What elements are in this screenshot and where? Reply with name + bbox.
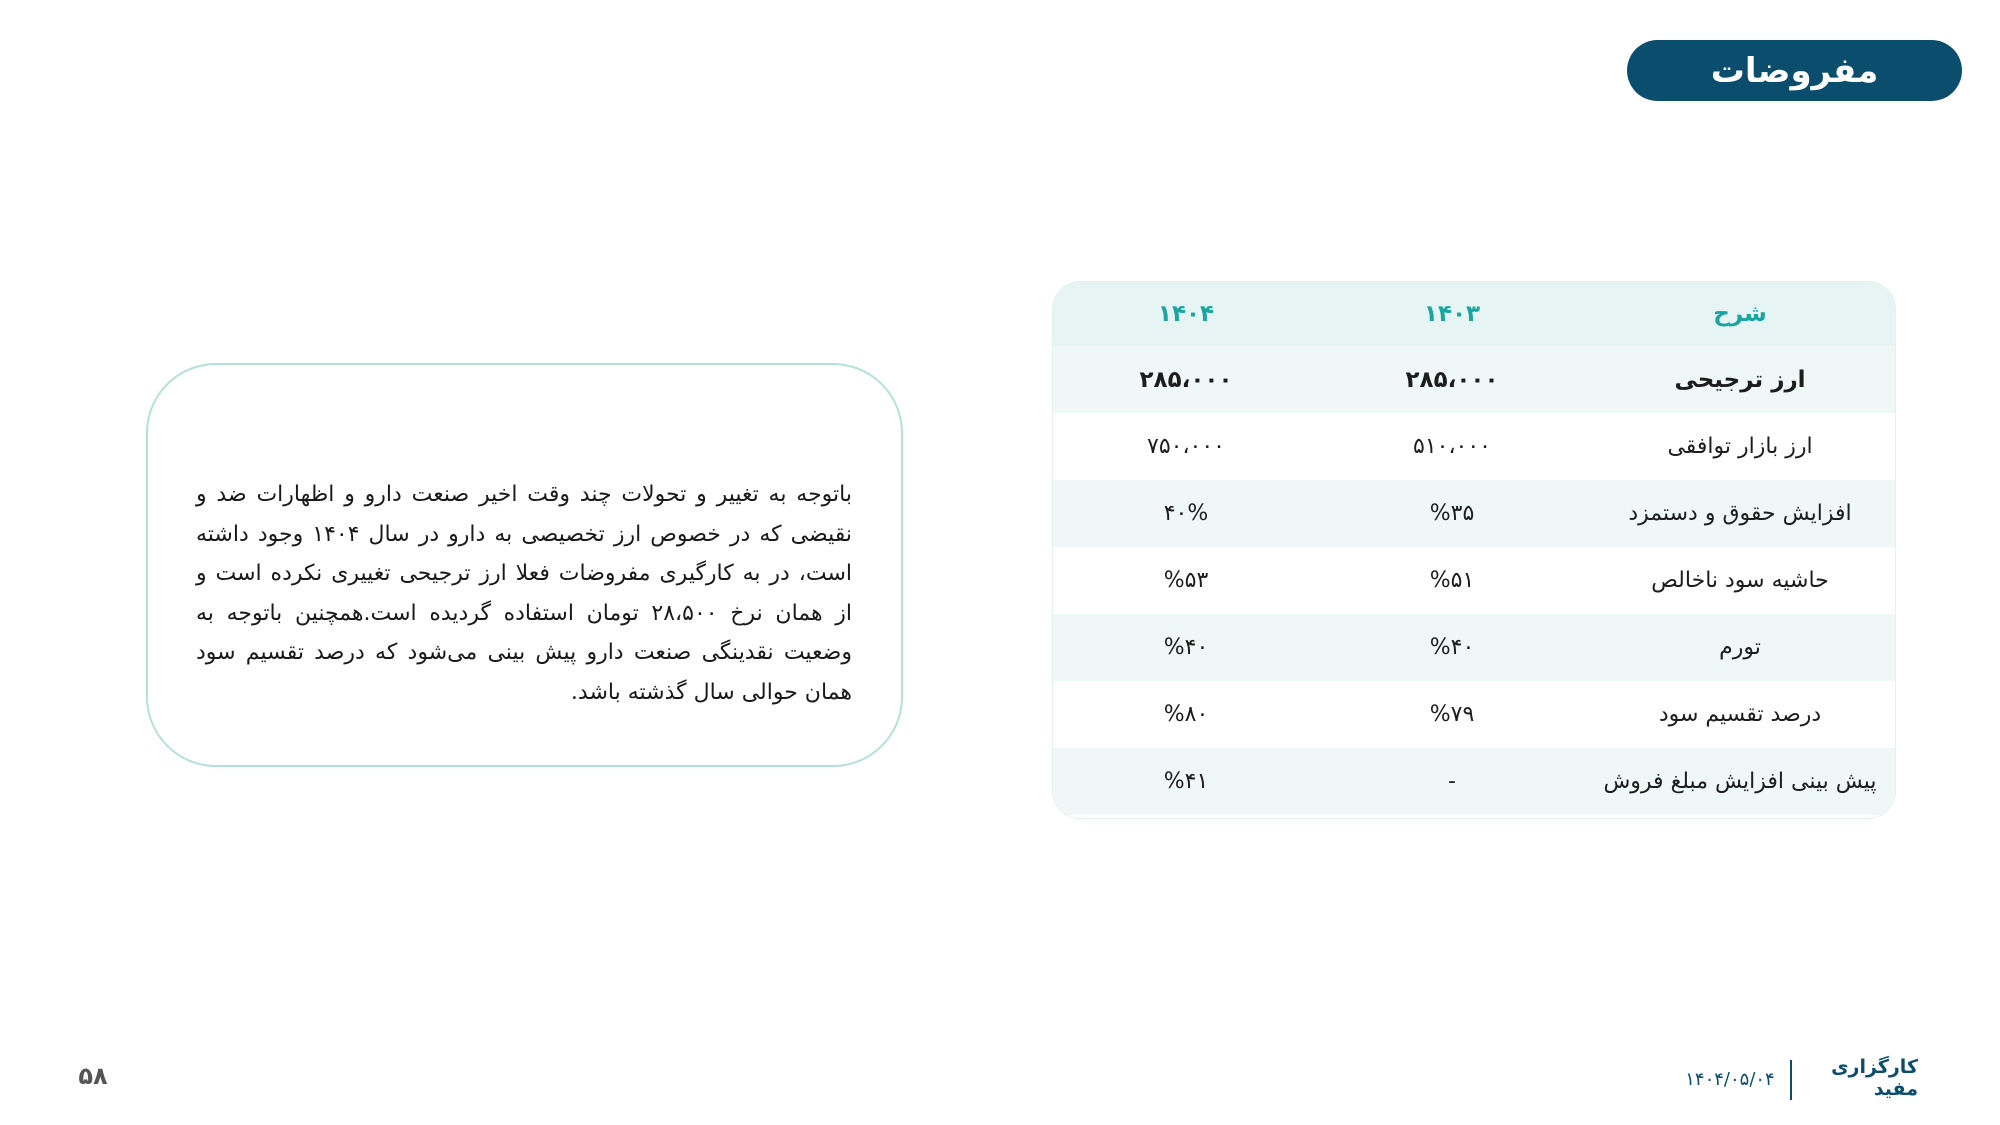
row-label: تورم	[1719, 635, 1761, 660]
row-value-1403: %۷۹	[1429, 702, 1475, 727]
row-label: افزایش حقوق و دستمزد	[1628, 501, 1852, 526]
row-value-1403: ۵۱۰،۰۰۰	[1413, 434, 1491, 459]
assumptions-table	[1052, 281, 1896, 819]
row-label: ارز ترجیحی	[1674, 366, 1806, 393]
row-value-1404: %۵۳	[1163, 568, 1209, 593]
table-row	[1053, 614, 1895, 681]
assumptions-text-box	[146, 363, 903, 767]
row-label: پیش بینی افزایش مبلغ فروش	[1603, 769, 1877, 794]
row-label: درصد تقسیم سود	[1658, 702, 1822, 727]
footer-brand: کارگزاری مفید	[1831, 1056, 1918, 1100]
row-value-1404: ۷۵۰،۰۰۰	[1147, 434, 1225, 459]
table-row	[1053, 346, 1895, 413]
page-number: ۵۸	[78, 1062, 108, 1090]
assumptions-paragraph: باتوجه به تغییر و تحولات چند وقت اخیر صنعت دارو و اظهارات ضد و نقیضی که در خصوص ارز تخصیصی به دارو در سال ۱۴۰۴ وجود داشته است، در به کارگیری مفروضات فعلا ارز ترجیحی تغییری نکرده است و از همان نرخ ۲۸،۵۰۰ تومان استفاده گردیده است.همچنین باتوجه به وضعیت نقدینگی صنعت دارو پیش بینی می‌شود که درصد تقسیم سود همان حوالی سال گذشته باشد.	[196, 482, 852, 705]
row-value-1404: %۴۱	[1163, 769, 1209, 794]
table-header-row	[1053, 282, 1895, 346]
table-row	[1053, 748, 1895, 815]
slide-title-text: مفروضات	[1710, 50, 1879, 91]
table-row	[1053, 480, 1895, 547]
footer-date: ۱۴۰۴/۰۵/۰۴	[1685, 1068, 1775, 1090]
slide-title	[1627, 40, 1962, 101]
row-value-1404: %۴۰	[1163, 635, 1209, 660]
row-value-1403: %۵۱	[1429, 568, 1475, 593]
header-year-1403: ۱۴۰۳	[1423, 301, 1481, 327]
row-label: حاشیه سود ناخالص	[1651, 568, 1829, 593]
row-value-1403: %۳۵	[1429, 501, 1475, 526]
table-row	[1053, 681, 1895, 748]
footer-divider	[1790, 1060, 1792, 1100]
header-description: شرح	[1713, 301, 1767, 327]
row-label: ارز بازار توافقی	[1667, 434, 1813, 459]
table-row	[1053, 547, 1895, 614]
row-value-1404: ۲۸۵،۰۰۰	[1139, 366, 1233, 393]
row-value-1403: %۴۰	[1429, 635, 1475, 660]
table-row	[1053, 413, 1895, 480]
row-value-1403: ۲۸۵،۰۰۰	[1405, 366, 1499, 393]
row-value-1403: -	[1448, 769, 1456, 794]
header-year-1404: ۱۴۰۴	[1157, 301, 1215, 327]
row-value-1404: ۴۰%	[1163, 501, 1209, 526]
row-value-1404: %۸۰	[1163, 702, 1209, 727]
